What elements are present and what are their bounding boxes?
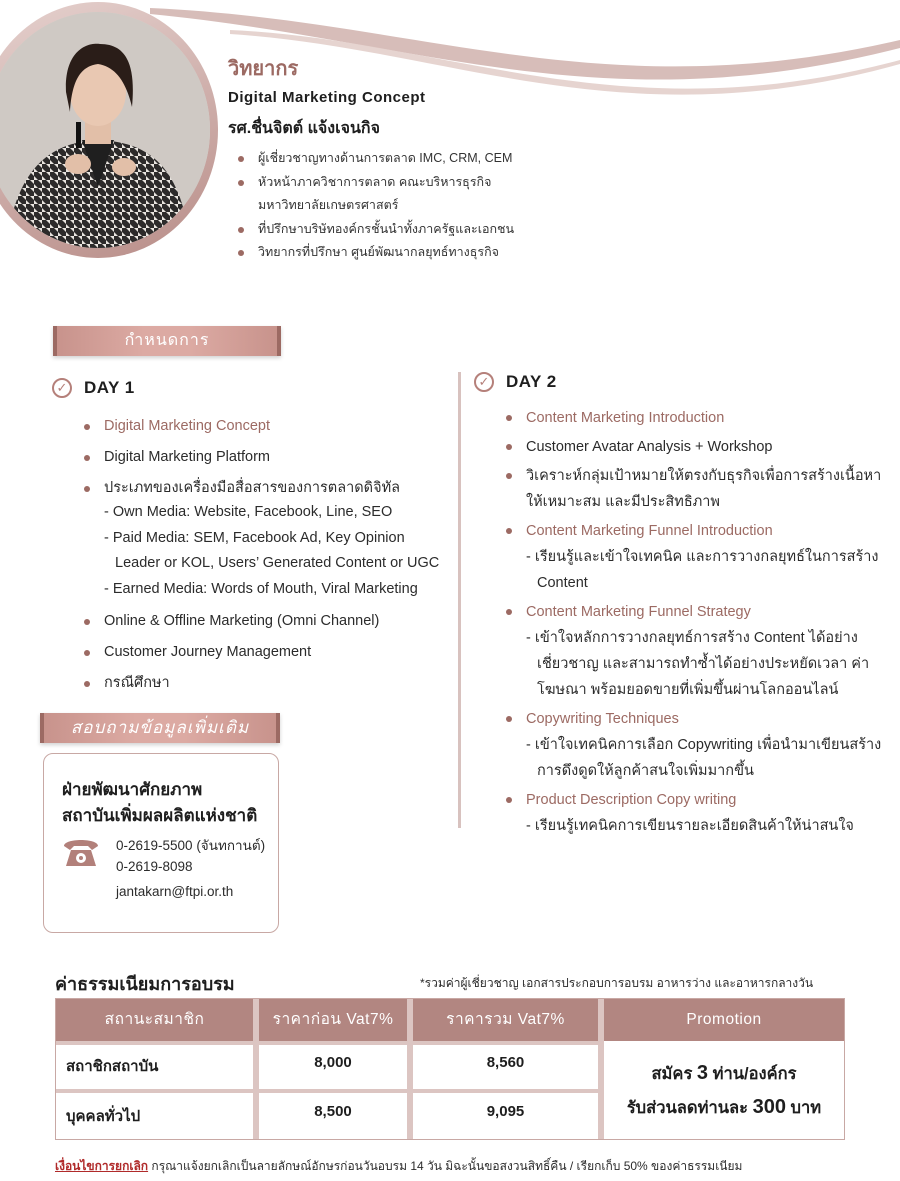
topic-item: กรณีศึกษา [82,672,452,695]
topic-item: Product Description Copy writing - เรียนรู้เทคนิคการเขียนรายละเอียดสินค้าให้น่าสนใจ [504,788,884,839]
topic-subitem: โฆษณา พร้อมยอดขายที่เพิ่มขึ้นผ่านโลกออนไลน์ [537,682,839,698]
topic-subitem: - เข้าใจเทคนิคการเลือก Copywriting เพื่อนำมาเขียนสร้าง [526,737,882,753]
day2-header [474,372,557,392]
row-public-with-vat: 9,095 [486,1103,525,1120]
day1-header [52,378,135,398]
day1-label: DAY 1 [84,378,135,397]
row-member-status: สถาชิกสถาบัน [66,1058,159,1075]
topic-subitem: เชี่ยวชาญ และสามารถทำซ้ำได้อย่างประหยัดเวลา ค่า [537,656,870,672]
contact-tab: สอบถามข้อมูลเพิ่มเติม [40,713,280,743]
header-promotion: Promotion [604,999,844,1041]
speaker-bio-list [236,147,556,265]
topic-subitem: ให้เหมาะสม และมีประสิทธิภาพ [526,494,720,510]
bio-item: วิทยากรที่ปรึกษา ศูนย์พัฒนากลยุทธ์ทางธุรกิจ [236,241,556,265]
topic-item: Online & Offline Marketing (Omni Channel) [82,610,452,633]
header-status: สถานะสมาชิก [56,999,253,1041]
contact-email[interactable]: jantakarn@ftpi.or.th [116,884,234,899]
row-member-before-vat: 8,000 [314,1054,352,1071]
topic-item: Customer Avatar Analysis + Workshop [504,435,884,460]
row-member-with-vat: 8,560 [486,1054,525,1071]
row-public-before-vat: 8,500 [314,1103,352,1120]
bio-item: ผู้เชี่ยวชาญทางด้านการตลาด IMC, CRM, CEM [236,147,556,171]
bio-item: ที่ปรึกษาบริษัทองค์กรชั้นนำทั้งภาครัฐและเอกชน [236,218,556,242]
phone-icon [62,836,100,870]
topic-item: ประเภทของเครื่องมือสื่อสารของการตลาดดิจิทัล - Own Media: Website, Facebook, Line, SEO - Paid Media: SEM, Facebook Ad, Key Opinion Leader or KOL, Users’ Generated Content or UGC - Earned Media: Words of Mouth, Viral Marketing [82,477,452,602]
topic-subitem: - เรียนรู้และเข้าใจเทคนิค และการวางกลยุทธ์ในการสร้าง [526,549,879,565]
org-line-2: สถาบันเพิ่มผลผลิตแห่งชาติ [62,806,258,825]
header-before-vat: ราคาก่อน Vat7% [259,999,407,1041]
topic-item: Content Marketing Funnel Introduction - เรียนรู้และเข้าใจเทคนิค และการวางกลยุทธ์ในการสร้าง Content [504,519,884,596]
topic-subitem: Leader or KOL, Users’ Generated Content or UGC [115,555,440,571]
day1-topic-list [82,415,452,703]
fee-title: ค่าธรรมเนียมการอบรม [55,974,235,994]
topic-item: Customer Journey Management [82,641,452,664]
fee-note: *รวมค่าผู้เชี่ยวชาญ เอกสารประกอบการอบรม อาหารว่าง และอาหารกลางวัน [420,976,814,990]
day2-topic-list [504,406,884,843]
speaker-name: รศ.ชื่นจิตต์ แจ้งเจนกิจ [228,120,380,137]
check-circle-icon: ✓ [474,372,494,392]
cancellation-text: กรุณาแจ้งยกเลิกเป็นลายลักษณ์อักษรก่อนวันอบรม 14 วัน มิฉะนั้นขอสงวนสิทธิ์คืน / เรียกเก็บ 50% ของค่าธรรมเนียม [151,1159,743,1173]
speaker-label: วิทยากร [228,58,299,80]
phone-number-1: 0-2619-5500 (จันทกานต์) [116,838,266,853]
topic-item: Copywriting Techniques - เข้าใจเทคนิคการเลือก Copywriting เพื่อนำมาเขียนสร้าง การดึงดูดให้ลูกค้าสนใจเพิ่มมากขึ้น [504,707,884,784]
fee-table [55,998,845,1140]
header-with-vat: ราคารวม Vat7% [413,999,598,1041]
promotion-text: สมัคร 3 ท่าน/องค์กร รับส่วนลดท่านละ 300 บาท [626,1062,822,1118]
topic-subitem: - เรียนรู้เทคนิคการเขียนรายละเอียดสินค้าให้น่าสนใจ [526,818,854,834]
topic-subitem: Content [537,575,588,591]
topic-subitem: - Own Media: Website, Facebook, Line, SEO [104,504,393,520]
row-public-status: บุคคลทั่วไป [66,1108,141,1125]
bio-item: หัวหน้าภาควิชาการตลาด คณะบริหารธุรกิจ มหาวิทยาลัยเกษตรศาสตร์ [236,171,556,218]
topic-subitem: - เข้าใจหลักการวางกลยุทธ์การสร้าง Content ได้อย่าง [526,630,858,646]
topic-item: Content Marketing Introduction [504,406,884,431]
cancellation-policy [55,1157,742,1176]
org-line-1: ฝ่ายพัฒนาศักยภาพ [62,780,203,799]
contact-box [43,753,279,933]
topic-subitem: การดึงดูดให้ลูกค้าสนใจเพิ่มมากขึ้น [537,763,754,779]
schedule-tab: กำหนดการ [53,326,281,356]
day2-label: DAY 2 [506,372,557,391]
topic-subitem: - Paid Media: SEM, Facebook Ad, Key Opinion [104,529,405,546]
topic-item: Digital Marketing Platform [82,446,452,469]
topic-item: Content Marketing Funnel Strategy - เข้าใจหลักการวางกลยุทธ์การสร้าง Content ได้อย่าง เชี่ยวชาญ และสามารถทำซ้ำได้อย่างประหยัดเวลา ค่า โฆษณา พร้อมยอดขายที่เพิ่มขึ้นผ่านโลกออนไลน์ [504,600,884,703]
speaker-topic: Digital Marketing Concept [228,89,426,106]
topic-item: วิเคราะห์กลุ่มเป้าหมายให้ตรงกับธุรกิจเพื่อการสร้างเนื้อหา ให้เหมาะสม และมีประสิทธิภาพ [504,464,884,515]
phone-number-2: 0-2619-8098 [116,859,193,874]
check-circle-icon: ✓ [52,378,72,398]
topic-item: Digital Marketing Concept [82,415,452,438]
topic-subitem: - Earned Media: Words of Mouth, Viral Marketing [104,580,418,597]
column-divider [458,372,461,828]
cancellation-label: เงื่อนไขการยกเลิก [55,1159,149,1173]
